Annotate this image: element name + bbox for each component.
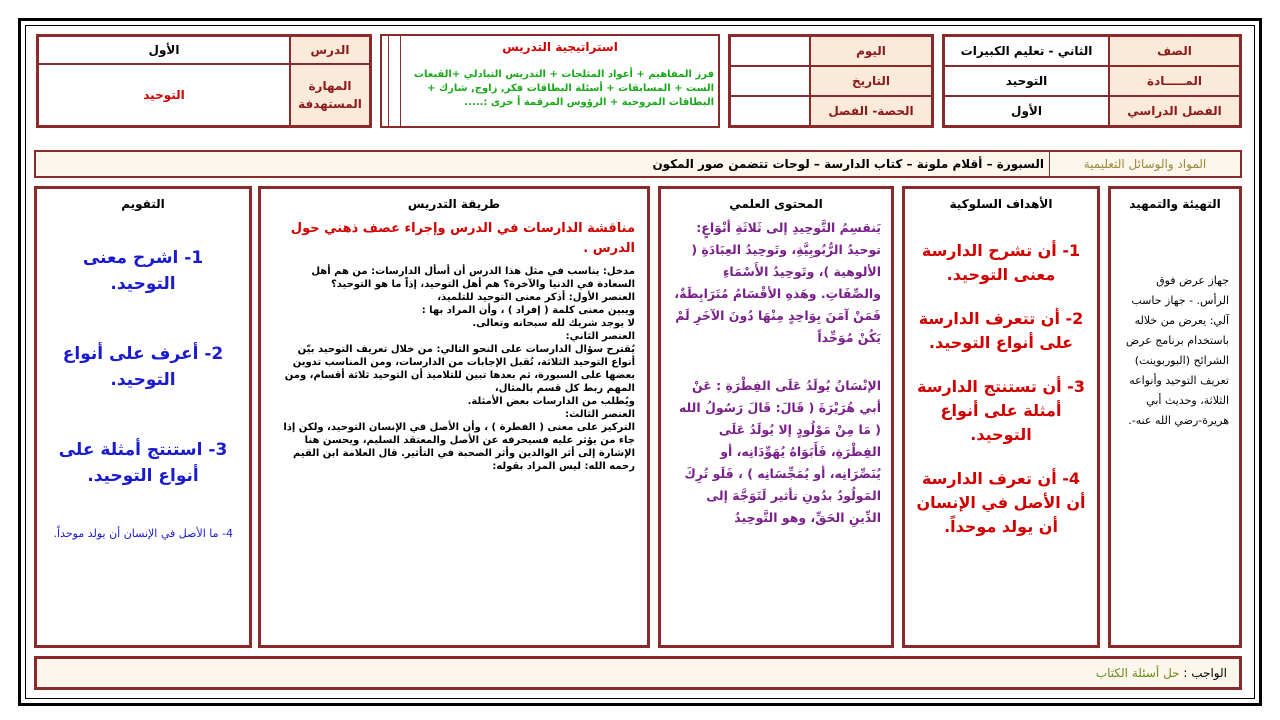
lesson-value: الأول	[38, 36, 290, 64]
term-label: الفصل الدراسي	[1109, 96, 1240, 126]
content-title: المحتوى العلمي	[729, 197, 823, 211]
method-line: مدخل: يناسب في مثل هذا الدرس أن أسأل الدارسات: من هم أهل السعادة في الدنيا والآخرة؟ هم أهل التوحيد، إذاً ما هو التوحيد؟	[311, 266, 635, 290]
method-title: طريقة التدريس	[407, 197, 501, 211]
materials-value: السبورة – أقلام ملونة – كتاب الدارسة – لوحات تتضمن صور المكون	[652, 157, 1044, 171]
method-column	[258, 186, 650, 648]
strategy-left-stripe	[388, 36, 389, 126]
strategy-label-text: استراتيجية التدريس	[502, 40, 618, 54]
content-text	[671, 217, 881, 529]
homework-text	[1096, 659, 1227, 687]
header-left-block	[36, 34, 372, 128]
method-headline: مناقشة الدارسات في الدرس وإجراء عصف ذهني حول الدرس .	[290, 221, 635, 256]
objectives-list	[915, 239, 1087, 539]
class-value: الثاني - تعليم الكبيرات	[944, 36, 1109, 66]
evaluation-column	[34, 186, 252, 648]
strategy-left-stripe-2	[400, 36, 401, 126]
evaluation-item: 1- اشرح معنى التوحيد.	[82, 248, 204, 294]
header-middle-block	[728, 34, 934, 128]
period-label: الحصة- الفصل	[810, 96, 932, 126]
method-line: ويبين معنى كلمة ( إفراد ) ، وأن المراد بها :	[421, 305, 635, 316]
method-line: العنصر الثاني:	[565, 331, 635, 342]
content-column	[658, 186, 894, 648]
date-label: التاريخ	[810, 66, 932, 96]
content-para-2: الإنْسَانُ يُولَدُ عَلَى الفِطْرَةِ : عَنْ أبي هُرَيْرَةَ ( قَالَ: قَالَ رَسُولُ الله ( مَا مِنْ مَوْلُودٍ إلا يُولَدُ عَلَى الفِطْرَةِ، فَأَبَوَاهُ يُهَوِّدَانِه، أو يُنَصِّرَانِه، أو يُمَجِّسَانِه ) ، فَلَو تُرِكَ المَولُودُ بدُونِ تأثير لَتَوَجَّهَ إلى الدِّينِ الحَقِّ، وهو التَّوحِيدُ	[678, 378, 881, 525]
homework-value: حل أسئلة الكتاب	[1095, 666, 1180, 680]
date-value	[730, 66, 810, 96]
evaluation-list	[53, 245, 233, 489]
method-line: التركيز على معنى ( الفطرة ) ، وأن الأصل في الإنسان التوحيد، ولكن إذا جاء من يؤثر عليه فسيحرفه عن الأصل والمعتقد السليم، ويحسن هنا الإشارة إلى أثر الوالدين وأثر الصحبة في التأثير. قال العلامة ابن القيم رحمه الله: ليس المراد بقوله:	[283, 422, 635, 472]
subject-value: التوحيد	[944, 66, 1109, 96]
intro-column	[1108, 186, 1242, 648]
strategy-line-2: الست + المسابقات + أسئلة البطاقات فكر, زاوج, شارك +	[427, 83, 714, 94]
period-value	[730, 96, 810, 126]
term-value: الأول	[944, 96, 1109, 126]
content-para-1: يَنقسِمُ التَّوحِيدِ إلى ثَلاثَةِ أنْوَاعٍ: توحيدُ الرُّبُوبِيَّةِ، وتَوحِيدُ العِبَادَةِ ( الألوهية )، وتَوحِيدُ الأَسْمَاءِ والصِّفَاتِ. وهَذهِ الأقْسَامُ مُتَرَابِطَةٌ، فَمَنْ آمَنَ بِوَاحِدٍ مِنْهَا دُونَ الآخَرِ لَمْ يَكُنْ مُوَحِّداً	[674, 220, 881, 345]
method-line: العنصر الأول: أذكر معنى التوحيد للتلميذ،	[437, 292, 635, 303]
strategy-line-1: فرز المفاهيم + أعواد المثلجات + التدريس التبادلي +القبعات	[413, 69, 714, 80]
method-line: العنصر الثالث:	[565, 409, 635, 420]
subject-label: المـــــادة	[1109, 66, 1240, 96]
header-strategy-block	[380, 34, 720, 128]
objective-item: 4- أن تعرف الدارسة أن الأصل في الإنسان أن يولد موحداً.	[916, 469, 1086, 536]
header-right-block	[942, 34, 1242, 128]
method-line: ويُطلب من الدارسات بعض الأمثلة.	[467, 396, 635, 407]
strategy-text	[402, 68, 718, 124]
objective-item: 1- أن تشرح الدارسة معنى التوحيد.	[921, 241, 1081, 284]
evaluation-item-4: 4- ما الأصل في الإنسان أن يولد موحداً.	[53, 527, 233, 540]
objective-item: 3- أن تستنتج الدارسة أمثلة على أنواع التوحيد.	[917, 377, 1085, 444]
objectives-column	[902, 186, 1100, 648]
method-line: يُقترح سؤال الدارسات على النحو التالي: من خلال تعريف التوحيد بيّن أنواع التوحيد الثلاثة، تُقبل الإجابات من الدارسات، ومن المناسب تدوين بعضها على السبورة، ثم بعدها تبين للتلاميذ أن التوحيد ثلاثة أقسام، ومن المهم ربط كل قسم بالمثال،	[284, 344, 635, 394]
intro-text: جهاز عرض فوق الرأس. - جهاز حاسب آلي: يعرض من خلاله باستخدام برنامج عرض الشرائح (البوربوينت) تعريف التوحيد وأنواعه الثلاثة، وحديث أبي هريرة-رضي الله عنه-.	[1125, 274, 1229, 427]
method-line: لا يوجد شريك لله سبحانه وتعالى.	[472, 318, 635, 329]
materials-row	[34, 150, 1242, 178]
homework-row	[34, 656, 1242, 690]
evaluation-item: 3- استنتج أمثلة على أنواع التوحيد.	[58, 440, 228, 486]
day-label: اليوم	[810, 36, 932, 66]
intro-title: التهيئة والتمهيد	[1129, 197, 1221, 211]
strategy-label	[402, 36, 718, 66]
homework-label: الواجب :	[1183, 666, 1227, 680]
skill-label: المهارة المستهدفة	[290, 64, 370, 126]
skill-value: التوحيد	[38, 64, 290, 126]
objective-item: 2- أن تتعرف الدارسة على أنواع التوحيد.	[918, 309, 1084, 352]
strategy-line-3: البطاقات المروحية + الرؤوس المرقمة أ خرى :.....	[464, 97, 714, 108]
materials-label: المواد والوسائل التعليمية	[1049, 152, 1240, 176]
day-value	[730, 36, 810, 66]
evaluation-title: التقويم	[121, 197, 165, 211]
class-label: الصف	[1109, 36, 1240, 66]
evaluation-item: 2- أعرف على أنواع التوحيد.	[62, 344, 224, 390]
method-body	[273, 265, 635, 473]
lesson-label: الدرس	[290, 36, 370, 64]
objectives-title: الأهداف السلوكية	[949, 197, 1053, 211]
